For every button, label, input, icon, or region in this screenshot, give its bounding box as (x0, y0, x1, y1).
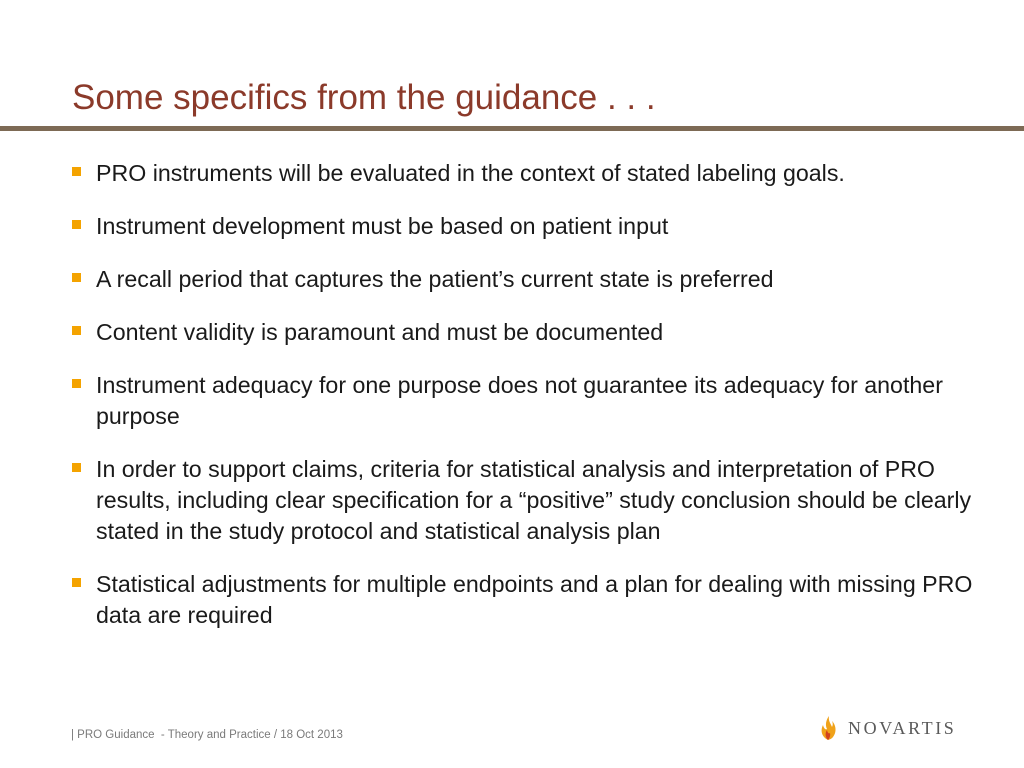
slide-title: Some specifics from the guidance . . . (72, 78, 656, 117)
bullet-square-icon (72, 220, 81, 229)
company-logo (818, 714, 956, 742)
bullet-item (70, 569, 1010, 631)
bullet-text: Instrument development must be based on patient input (96, 213, 669, 239)
bullet-text: In order to support claims, criteria for statistical analysis and interpretation of PRO results, including clear specification for a “positive” study conclusion should be clearly stated in the study protocol and statistical analysis plan (96, 456, 972, 544)
bullet-item (70, 454, 1010, 547)
bullet-text: PRO instruments will be evaluated in the context of stated labeling goals. (96, 160, 845, 186)
bullet-list (70, 158, 1010, 653)
bullet-item (70, 264, 1010, 295)
novartis-flame-icon (818, 715, 838, 741)
bullet-text: Content validity is paramount and must be documented (96, 319, 664, 345)
bullet-item (70, 370, 1010, 432)
bullet-square-icon (72, 326, 81, 335)
bullet-square-icon (72, 463, 81, 472)
title-divider (0, 126, 1024, 131)
bullet-square-icon (72, 578, 81, 587)
bullet-text: A recall period that captures the patient’s current state is preferred (96, 266, 774, 292)
bullet-square-icon (72, 167, 81, 176)
bullet-text: Statistical adjustments for multiple endpoints and a plan for dealing with missing PRO data are required (96, 571, 973, 628)
slide-footer: | PRO Guidance - Theory and Practice / 18 Oct 2013 (71, 729, 343, 741)
bullet-square-icon (72, 379, 81, 388)
bullet-text: Instrument adequacy for one purpose does not guarantee its adequacy for another purpose (96, 372, 943, 429)
bullet-square-icon (72, 273, 81, 282)
bullet-item (70, 211, 1010, 242)
bullet-item (70, 158, 1010, 189)
logo-wordmark: NOVARTIS (848, 717, 957, 738)
bullet-item (70, 317, 1010, 348)
